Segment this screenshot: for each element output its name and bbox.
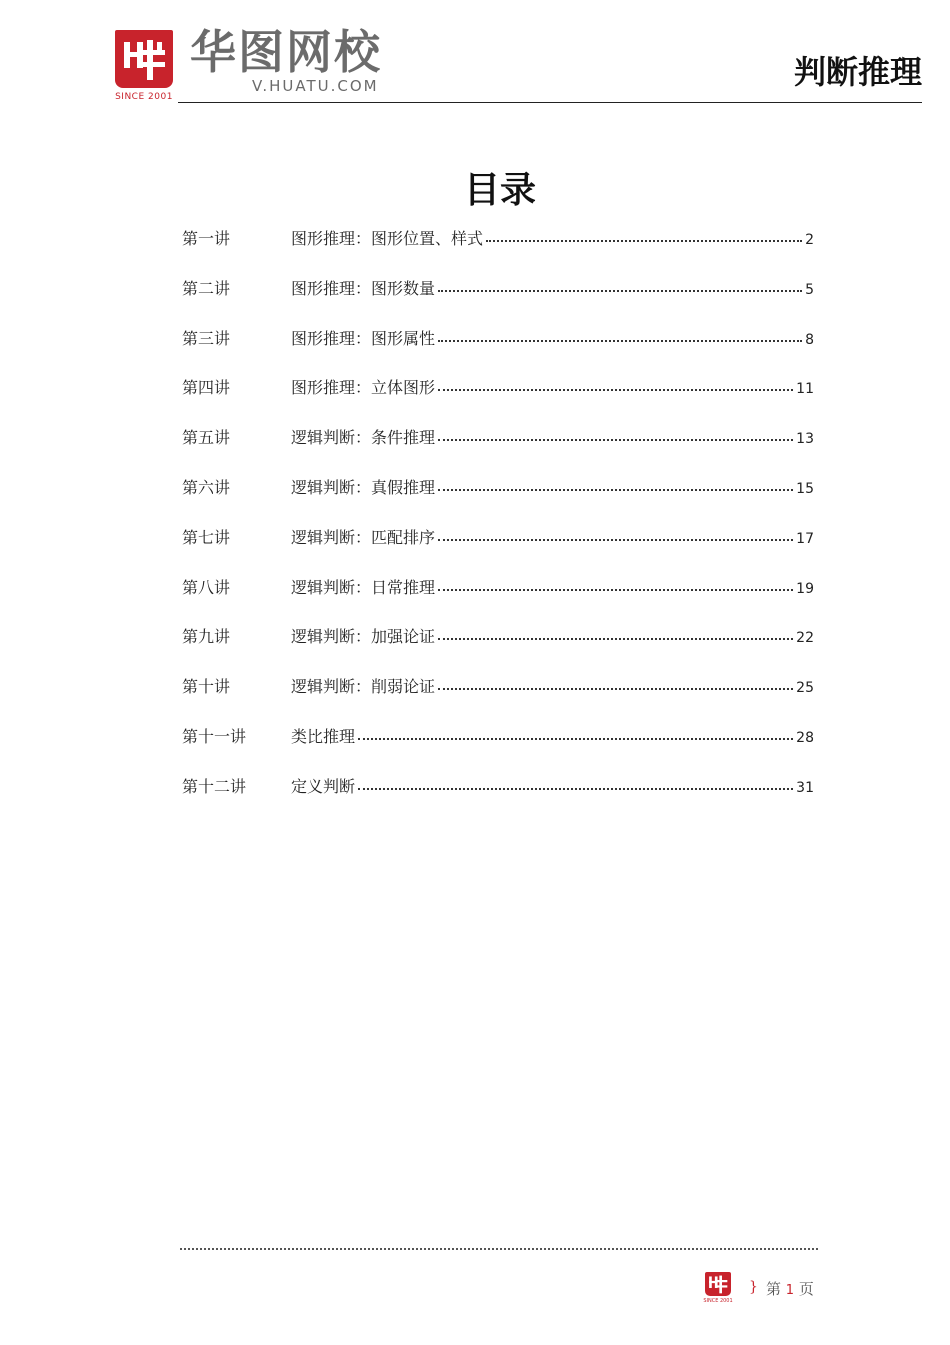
toc-dot-leader <box>438 340 802 342</box>
footer-since-text: SINCE 2001 <box>703 1298 733 1304</box>
toc-dot-leader <box>438 539 793 541</box>
toc-entry[interactable] <box>182 276 814 326</box>
logo-since-text: SINCE 2001 <box>115 92 173 102</box>
toc-dot-leader <box>438 638 793 640</box>
toc-entry[interactable] <box>182 674 814 724</box>
toc-lecture-number: 第七讲 <box>182 527 231 547</box>
toc-dot-leader <box>438 389 793 391</box>
toc-lecture-number: 第五讲 <box>182 428 231 448</box>
huatu-logo-icon <box>115 30 173 88</box>
toc-entry-title: 类比推理 <box>291 726 356 746</box>
footer-logo-icon <box>705 1272 731 1296</box>
toc-page-number: 17 <box>796 530 814 547</box>
brand-url: V.HUATU.COM <box>252 77 379 95</box>
toc-dot-leader <box>486 240 802 242</box>
toc-page-number: 19 <box>796 580 814 597</box>
toc-dot-leader <box>358 738 793 740</box>
toc-entry-title: 图形推理：图形数量 <box>291 278 436 298</box>
toc-dot-leader <box>358 788 793 790</box>
toc-entry[interactable] <box>182 375 814 425</box>
toc-entry[interactable] <box>182 475 814 525</box>
toc-entry[interactable] <box>182 425 814 475</box>
toc-entry-title: 逻辑判断：匹配排序 <box>291 527 436 547</box>
toc-entry-title: 逻辑判断：真假推理 <box>291 477 436 497</box>
toc-page-number: 22 <box>796 630 814 647</box>
toc-lecture-number: 第一讲 <box>182 229 231 248</box>
toc-entry-title: 定义判断 <box>291 776 356 796</box>
toc-dot-leader <box>438 688 793 690</box>
toc-lecture-number: 第三讲 <box>182 328 231 348</box>
toc-lecture-number: 第八讲 <box>182 577 231 597</box>
toc-page-number: 28 <box>796 729 814 746</box>
toc-entry-title: 图形推理：立体图形 <box>291 378 436 398</box>
toc-page-number: 8 <box>805 331 814 348</box>
toc-entry-title: 逻辑判断：日常推理 <box>291 577 436 597</box>
toc-lecture-number: 第四讲 <box>182 378 231 398</box>
document-subject: 判断推理 <box>793 53 922 91</box>
toc-dot-leader <box>438 290 802 292</box>
toc-entry-title: 逻辑判断：削弱论证 <box>291 677 436 697</box>
toc-lecture-number: 第十讲 <box>182 677 231 697</box>
header-divider <box>178 102 922 103</box>
brand-name: 华图网校 <box>190 25 382 79</box>
toc-dot-leader <box>438 589 793 591</box>
toc-page-number: 2 <box>805 232 814 248</box>
toc-lecture-number: 第六讲 <box>182 477 231 497</box>
toc-page-number: 13 <box>796 431 814 448</box>
toc-page-number: 11 <box>796 381 814 398</box>
page-number-label <box>766 1278 814 1299</box>
toc-lecture-number: 第九讲 <box>182 627 231 647</box>
toc-page-number: 31 <box>796 779 814 796</box>
toc-entry-title: 逻辑判断：条件推理 <box>291 428 436 448</box>
page-suffix: 页 <box>798 1280 814 1298</box>
toc-page-number: 25 <box>796 680 814 697</box>
toc-lecture-number: 第十一讲 <box>182 726 247 746</box>
toc-dot-leader <box>438 439 793 441</box>
page-prefix: 第 <box>766 1280 782 1298</box>
toc-entry-title: 图形推理：图形位置、样式 <box>291 229 484 248</box>
toc-entry-title: 逻辑判断：加强论证 <box>291 627 436 647</box>
toc-entry[interactable] <box>182 624 814 674</box>
footer-divider <box>180 1248 818 1250</box>
toc-lecture-number: 第十二讲 <box>182 776 247 796</box>
page-number: 1 <box>785 1283 795 1298</box>
toc-title: 目录 <box>463 169 536 211</box>
toc-entry[interactable] <box>182 226 814 276</box>
toc-entry-title: 图形推理：图形属性 <box>291 328 436 348</box>
toc-dot-leader <box>438 489 793 491</box>
toc-entry[interactable] <box>182 525 814 575</box>
page-header <box>0 0 950 110</box>
toc-entry[interactable] <box>182 724 814 774</box>
table-of-contents <box>182 226 814 824</box>
toc-page-number: 5 <box>805 281 814 298</box>
toc-page-number: 15 <box>796 480 814 497</box>
toc-entry[interactable] <box>182 575 814 625</box>
toc-entry[interactable] <box>182 326 814 376</box>
toc-lecture-number: 第二讲 <box>182 278 231 298</box>
toc-entry[interactable] <box>182 774 814 824</box>
footer-bracket: } <box>749 1279 758 1295</box>
